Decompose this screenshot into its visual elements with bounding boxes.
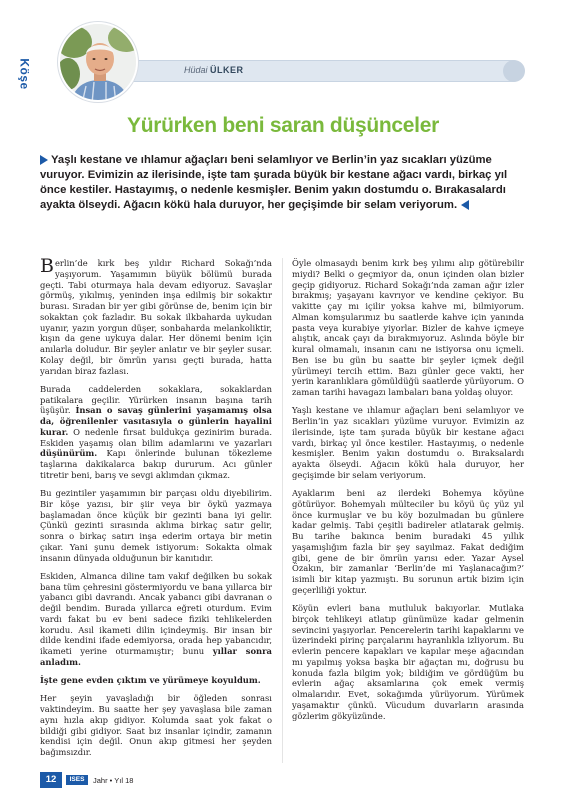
- body-column-right: [292, 258, 524, 729]
- paragraph: [40, 384, 272, 481]
- paragraph: [40, 255, 272, 376]
- body-column-left: [40, 255, 272, 765]
- paragraph-text: Burada caddelerden sokaklara, sokaklardan patikalara geçilir. Yürürken insanın başına tarih üşüşür.: [40, 383, 272, 416]
- magazine-logo: ISES: [66, 775, 88, 785]
- author-last-name: ÜLKER: [210, 65, 244, 75]
- paragraph-text-bold: İnsan o savaş günlerini yaşamamış olsa da, öğrenilenler vasıtasıyla o günlerin hayalini kurar.: [40, 405, 272, 437]
- author-name: [184, 65, 244, 75]
- author-first-name: Hüdai: [184, 65, 208, 75]
- paragraph: Köyün evleri bana mutluluk bakıyorlar. Mutlaka birçok tehlikeyi atlatıp günümüze kadar gelmenin sevincini yaşıyorlar. Pencerelerin tarihi kapaklarını ve üzerindeki pirinç parçalarını hayranlıkla izliyorum. Bu evlerin pencere kapakları ve kapılar meşe ağacından mı yapılmış yoksa başka bir ağaçtan mı, doğrusu bu konuda fazla bilgim yok; bildiğim ve gördüğüm bu evlerin ağaç aksamlarına çok emek vermiş olmalarıdır. Evet, sokağımda yürüyorum. Yürümek yaşamaktır çünkü. Vücudum duvarların arasında gözlerim gökyüzünde.: [292, 603, 524, 721]
- section-tab: [14, 50, 36, 98]
- page-number: 12: [40, 772, 62, 788]
- lead-start-arrow-icon: [40, 155, 48, 165]
- article-lead: [40, 153, 528, 213]
- paragraph-text-bold: yıllar sonra anladım.: [40, 646, 272, 667]
- paragraph-text-bold: düşünürüm.: [40, 448, 98, 459]
- drop-cap: B: [40, 255, 54, 277]
- paragraph: Her şeyin yavaşladığı bir öğleden sonrası vaktindeyim. Bu saatte her şey yavaşlasa bile zaman aynı hızla akıp gidiyor. Kolumda saat yok fakat o bildiği gibi gidiyor. Saat bız insanlar içindir, zamanın kendisi için değil. Onun akıp gitmesi her şeyden bağımsızdır.: [40, 693, 272, 757]
- paragraph: İşte gene evden çıktım ve yürümeye koyuldum.: [40, 675, 261, 685]
- article-title: Yürürken beni saran düşünceler: [127, 114, 439, 137]
- column-divider: [282, 258, 283, 763]
- paragraph-text: O nedenle fırsat buldukça gezinirim burada. Eskiden yaşamış olan bilim adamlarını ve yazarları: [40, 426, 272, 448]
- lead-end-arrow-icon: [461, 200, 469, 210]
- paragraph: Öyle olmasaydı benim kırk beş yılımı alıp götürebilir miydi? Belki o geçmiyor da, onun içinden olan bizler geçip gidiyoruz. Richard Sokağı’nda zaman ağır izler bırakmış; yaşayanı kavrıyor ve kendine çekiyor. Bu vakitte çay mı içilir yoksa kahve mi, bilmiyorum. Alman komşularımız bu saatlerde kahve için yanında pasta veya kurabiye yiyorlar. Bizler de kahve içmeye alıştık, ancak çayı da bırakmıyoruz. Aslında böyle bir kural olmamalı, insanın canı ne istiyorsa onu içmeli. Ben ise bu gün bu saatte bir şeyler içmek değil yürümeyi tercih ettim. Bazı günler gece vakti, her yerin karanlıklara gömüldüğü saatlerde yürüyorum. O zaman tarihi havagazı lambaları bana yoldaş oluyor.: [292, 258, 524, 397]
- section-label: Köşe: [18, 58, 32, 90]
- author-portrait-icon: [60, 24, 138, 102]
- author-bar-cap: [503, 60, 525, 82]
- issue-label: Jahr • Yıl 18: [93, 775, 134, 785]
- author-photo: [58, 22, 138, 102]
- paragraph: Bu gezintiler yaşamımın bir parçası oldu diyebilirim. Bir köşe yazısı, bir şiir veya bir öykü yazmaya başlamadan önce küçük bir gezinti bana iyi gelir. Çünkü gezinti sırasında aklıma birkaç satır gelir, sonra o birkaç satırı inşa ederim ortaya bir metin çıkar. Yani şunu demek istiyorum: Sokakta olmak insanın dünyada olduğunun bir kanıtıdır.: [40, 488, 272, 563]
- page-footer: [40, 772, 133, 788]
- paragraph-text: Eskiden, Almanca diline tam vakıf değilken bu sokak bana tüm çehresini göstermiyordu ve bana yıllarca bir yabancı gibi davrandı. Ancak yabancı gibi davranan o değil bendim. Burada yıllarca eğreti oturdum. Evim vardı fakat bu ev beni sadece fiziki tehlikelerden korudu. Asıl ikameti dilin içindeymiş. Bir insan bir dilde kendini ifade edemiyorsa, orada hep yabancıdır, ikameti yerine oturmamıştır; bunu: [40, 570, 272, 656]
- paragraph-text: Kapı önlerinde bulunan tökezleme taşlarına dakikalarca bakıp dururum. Acı günler titretir beni, barış ve sevgi aklımdan çıkmaz.: [40, 448, 272, 480]
- paragraph: [40, 571, 272, 668]
- author-bar: [96, 60, 524, 82]
- paragraph: Yaşlı kestane ve ıhlamur ağaçları beni selamlıyor ve Berlin’in yaz sıcakları yüzüme vuruyor. Evimizin az ilerisinde, işte tam şurada büyük bir kestane ağacı vardı, birkaç yıl önce kestiler. Hastayımış, o nedenle kesmişler. Benim yakın dostumdu o. Bıraksalardı ayakta ölseydi. Ağacın kökü hala duruyor, her geçişimde bir selam veriyorum.: [292, 405, 524, 480]
- paragraph: Ayaklarım beni az ilerdeki Bohemya köyüne götürüyor. Bohemyalı mülteciler bu köyü üç yüz yıl önce kurmuşlar ve bu köy bozulmadan bu günlere kadar gelmiş. Tabi çeşitli badireler atlatarak gelmiş. Bu tarihe bakınca benim buradaki 45 yıllık yaşamışlığım fazla bir şey sayılmaz. Fakat dediğim gibi, gene de bir ömrün yarısı eder. Yazar Aysel Özakın, bir zamanlar ‘Berlin’de mi Yaşlanacağım?’ isimli bir kitap yazmıştı. Bu sorunun artık bizim için geçerliliği yoktur.: [292, 488, 524, 595]
- lead-text: Yaşlı kestane ve ıhlamur ağaçları beni selamlıyor ve Berlin’in yaz sıcakları yüzüme vuruyor. Evimizin az ilerisinde, işte tam şurada büyük bir kestane ağacı vardı, birkaç yıl önce kestiler. Hastayımış, o nedenle kesmişler. Benim yakın dostumdu o. Bırakasalardı ayakta ölseydi. Ağacın kökü hala duruyor, her geçişimde bir selam veriyorum.: [40, 154, 508, 211]
- paragraph-text: erlin’de kırk beş yıldır Richard Sokağı’nda yaşıyorum. Yaşamımın büyük bölümü burada geçti. Tabi oturmaya hala devam ediyoruz. Savaşlar görmüş, yıkılmış, yeninden inşa edilmiş bir sokaktır burası. Sıradan bir yer gibi görünse de, benim için bir sokaktan çok fazladır. Bu sokak ilkbaharda uykudan uyanır, yazın yorgun düşer, sonbaharda melankoliktir, kışın da gene uykuya dalar. Her dönemi benim için anılarla doludur. Bir şeyler anlatır ve bir şeyler susar. Kolay değil, bir ömrün yarısı geçti burada, hatta yarıdan biraz fazlası.: [40, 258, 272, 376]
